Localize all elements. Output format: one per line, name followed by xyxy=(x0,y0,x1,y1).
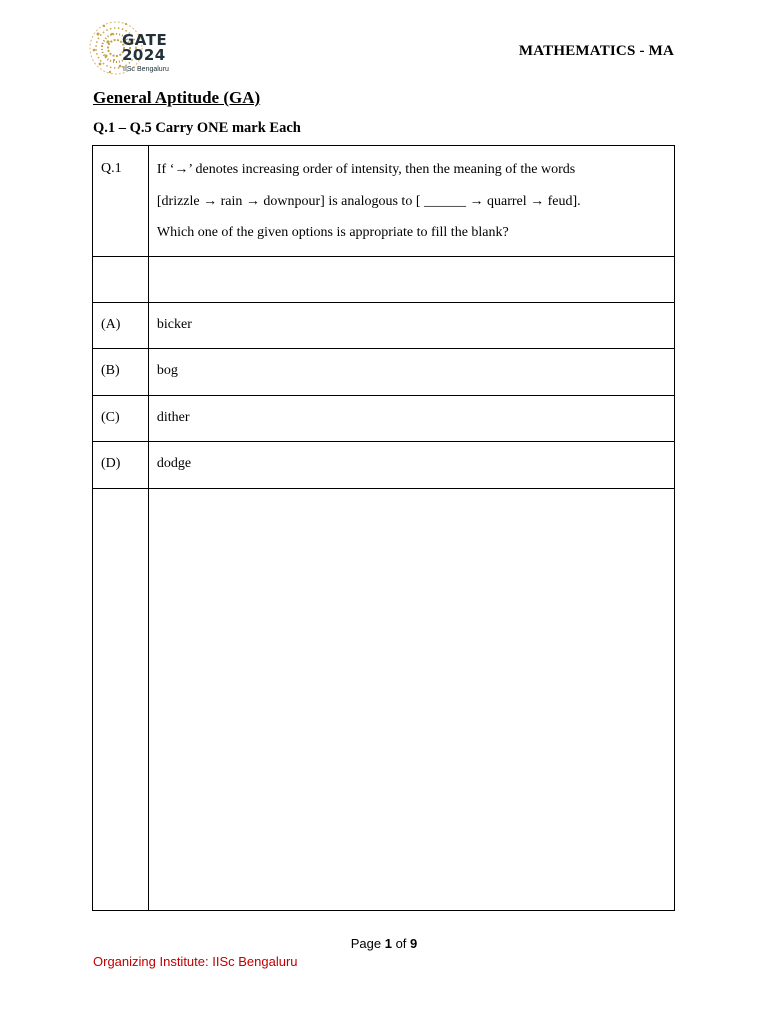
page-number xyxy=(0,936,768,951)
section-title: General Aptitude (GA) xyxy=(93,88,261,107)
option-text-c: dither xyxy=(156,410,190,425)
question-line-1: If ‘→’ denotes increasing order of intensity, then the meaning of the words xyxy=(156,162,576,177)
option-row-c xyxy=(93,396,675,442)
option-row-b xyxy=(93,349,675,396)
question-number-cell xyxy=(93,146,149,257)
option-label-cell xyxy=(93,442,149,489)
option-text-cell xyxy=(148,349,674,396)
option-text-d: dodge xyxy=(156,456,192,471)
option-text-b: bog xyxy=(156,363,178,378)
gate-logo xyxy=(86,14,182,82)
blank-row xyxy=(93,257,675,303)
empty-cell-right xyxy=(148,489,674,911)
option-label-a: (A) xyxy=(101,317,121,332)
option-label-cell xyxy=(93,303,149,349)
logo-title-line2: 2024 xyxy=(122,46,166,64)
page-total: 9 xyxy=(410,936,418,951)
option-text-a: bicker xyxy=(156,317,192,332)
marks-note: Q.1 – Q.5 Carry ONE mark Each xyxy=(93,120,301,136)
empty-cell-left xyxy=(93,489,149,911)
page-prefix: Page xyxy=(350,936,385,951)
option-text-cell xyxy=(148,396,674,442)
option-text-cell xyxy=(148,303,674,349)
subject-title: MATHEMATICS - MA xyxy=(518,43,674,59)
organizer-footer: Organizing Institute: IISc Bengaluru xyxy=(93,954,298,969)
option-label-b: (B) xyxy=(101,363,120,378)
option-label-d: (D) xyxy=(101,456,121,471)
option-label-cell xyxy=(93,349,149,396)
page-of: of xyxy=(391,936,411,951)
empty-space-row xyxy=(93,489,675,911)
logo-title-line1: GATE xyxy=(122,31,168,49)
question-line-2: [drizzle → rain → downpour] is analogous to [ ______ → quarrel → feud]. xyxy=(156,193,581,209)
blank-cell-left xyxy=(93,257,149,303)
question-row xyxy=(93,146,675,257)
question-text-cell xyxy=(148,146,674,257)
question-table xyxy=(92,145,675,911)
question-number: Q.1 xyxy=(101,161,122,176)
blank-cell-right xyxy=(148,257,674,303)
logo-subtitle: IISc Bengaluru xyxy=(123,66,169,73)
option-label-c: (C) xyxy=(101,410,120,425)
option-row-a xyxy=(93,303,675,349)
option-row-d xyxy=(93,442,675,489)
page-current: 1 xyxy=(384,936,392,951)
option-label-cell xyxy=(93,396,149,442)
logo-wordmark xyxy=(122,33,167,63)
option-text-cell xyxy=(148,442,674,489)
question-line-3: Which one of the given options is appropriate to fill the blank? xyxy=(156,225,509,240)
